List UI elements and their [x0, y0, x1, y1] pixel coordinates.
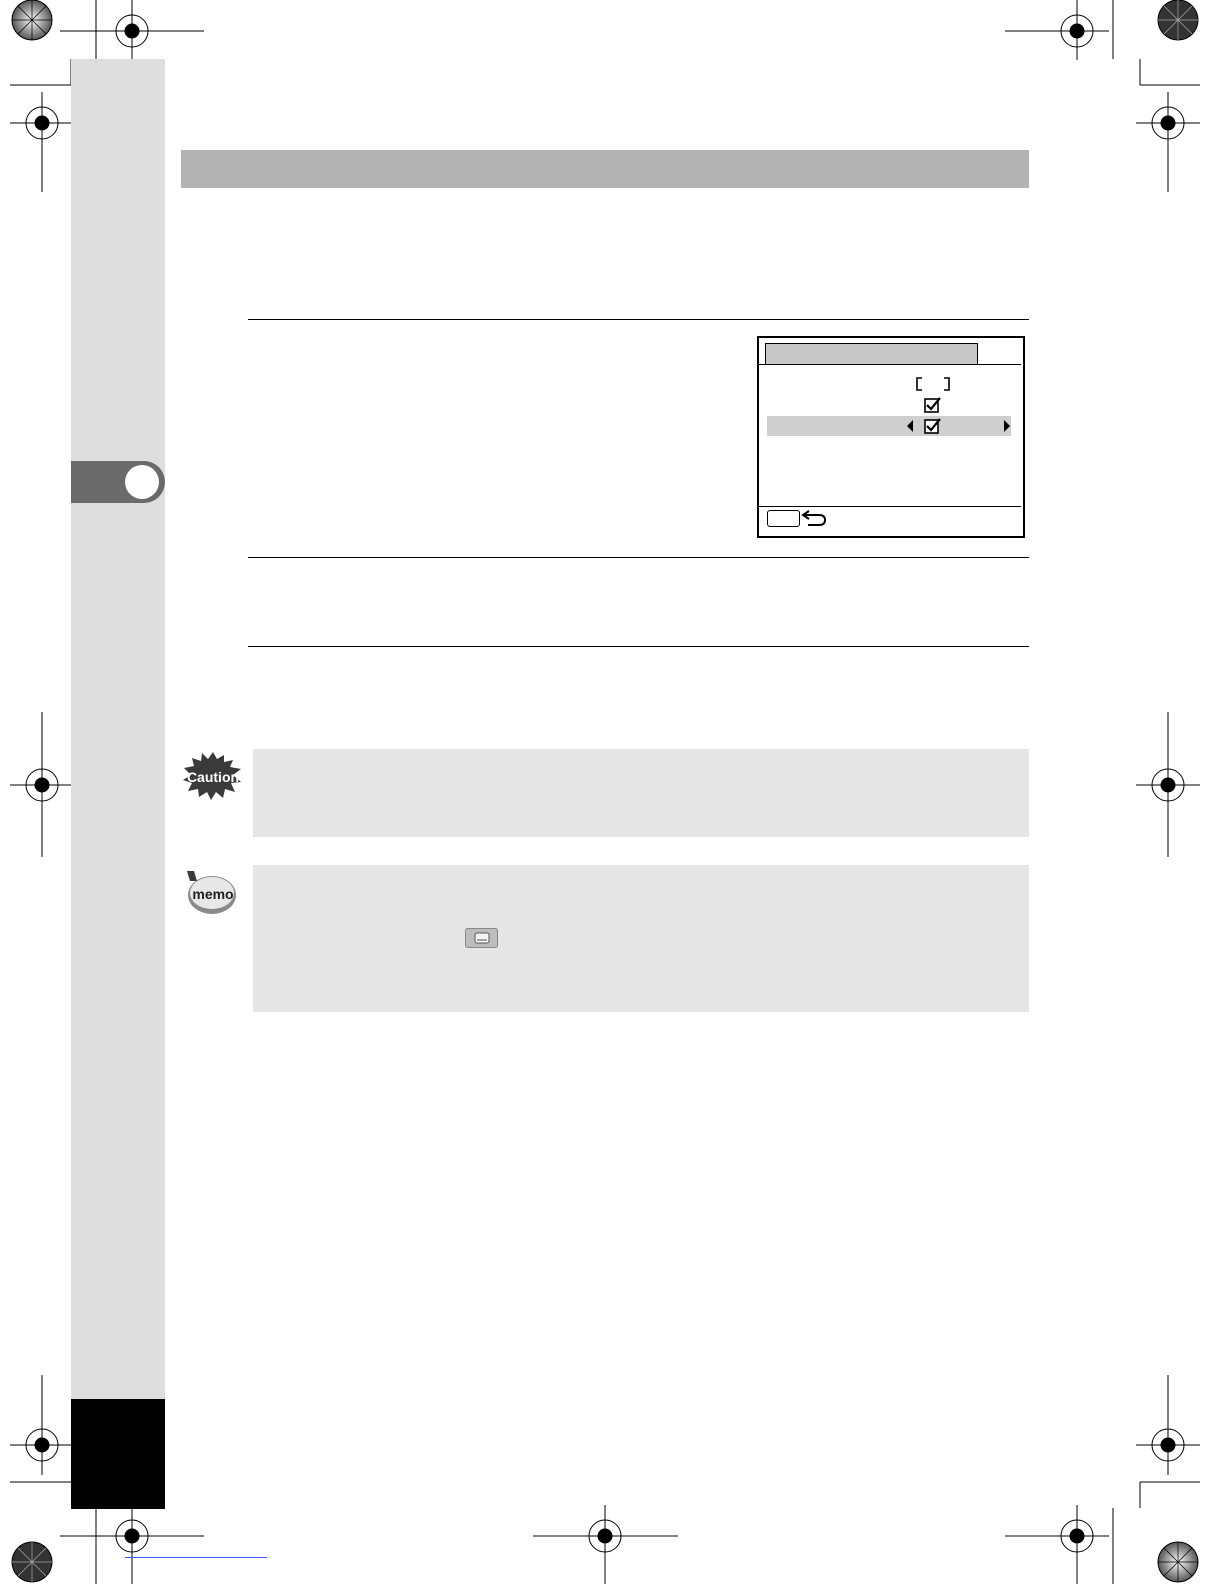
- checkbox-checked-icon: [924, 417, 942, 435]
- chapter-number-badge: [125, 465, 159, 499]
- caution-box: [253, 749, 1029, 837]
- camera-lcd-screen: [757, 336, 1025, 538]
- step-divider: [248, 557, 1029, 558]
- playback-mode-icon: [465, 928, 498, 948]
- lcd-menu-tab: [765, 343, 978, 365]
- chapter-sidebar: [71, 59, 165, 1399]
- step-divider: [248, 319, 1029, 320]
- lcd-divider: [759, 506, 1021, 507]
- registration-target-icon: [1136, 1375, 1200, 1475]
- memo-icon-label: memo: [192, 886, 234, 902]
- caution-icon: [183, 752, 243, 800]
- starburst-mark-icon: [10, 0, 54, 44]
- return-arrow-icon: [801, 508, 827, 528]
- registration-target-icon: [1136, 712, 1200, 857]
- page-number-block: [71, 1399, 165, 1509]
- lcd-menu-button: [767, 510, 800, 527]
- arrow-right-icon: [1003, 419, 1011, 433]
- starburst-mark-icon: [10, 1524, 54, 1584]
- registration-target-icon: [10, 712, 74, 857]
- starburst-mark-icon: [1156, 1524, 1200, 1584]
- step-divider: [248, 646, 1029, 647]
- af-frame-icon: [916, 377, 950, 391]
- registration-target-icon: [533, 1505, 678, 1584]
- registration-target-icon: [1005, 1505, 1155, 1584]
- registration-target-icon: [60, 1505, 210, 1584]
- arrow-left-icon: [906, 419, 914, 433]
- memo-icon: [183, 869, 237, 917]
- caution-icon-label: Caution: [186, 769, 240, 785]
- registration-target-icon: [10, 1375, 74, 1475]
- bottom-link-line: [125, 1557, 267, 1558]
- registration-target-icon: [60, 0, 210, 60]
- memo-box: [253, 865, 1029, 1012]
- registration-target-icon: [1136, 92, 1200, 192]
- starburst-mark-icon: [1156, 0, 1200, 44]
- registration-target-icon: [10, 92, 74, 192]
- lcd-divider: [759, 364, 1021, 365]
- checkbox-checked-icon: [924, 396, 942, 414]
- registration-target-icon: [1005, 0, 1155, 60]
- section-title-bar: [181, 150, 1029, 188]
- lcd-selected-row: [767, 416, 1011, 436]
